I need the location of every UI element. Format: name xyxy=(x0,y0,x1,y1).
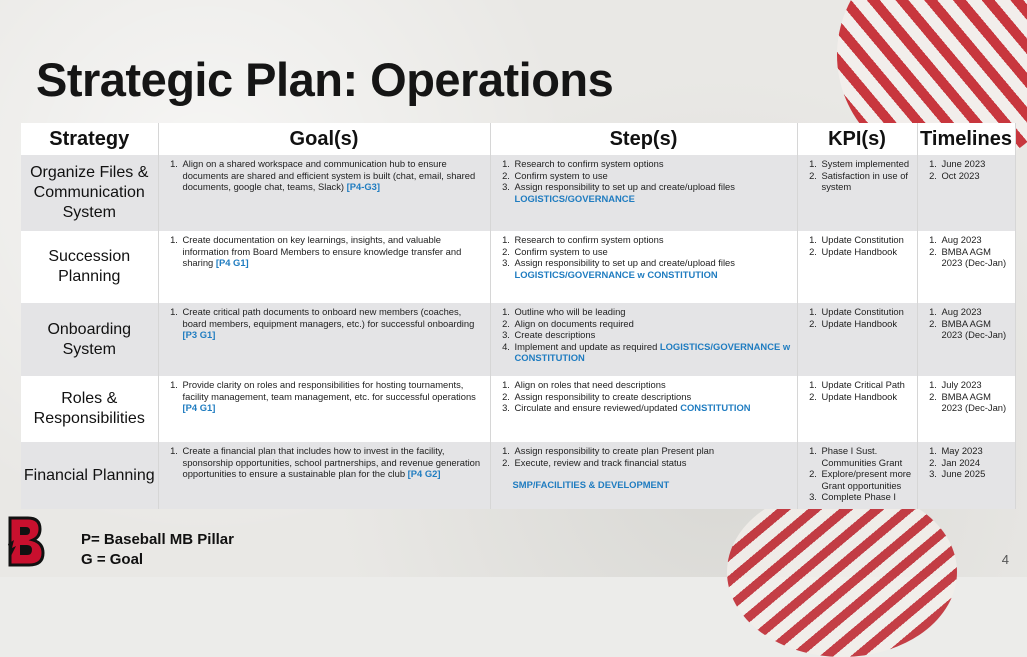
kpi-item: 1. Phase I Sust. Communities Grant xyxy=(820,445,913,468)
header-steps: Step(s) xyxy=(490,123,797,155)
timeline-item: 1. June 2023 xyxy=(940,158,1011,170)
goal-item: 1. Provide clarity on roles and responsibilities for hosting tournaments, facility management, team management, etc. for successful operations [P4 G1] xyxy=(181,379,486,414)
timeline-item: 2. BMBA AGM 2023 (Dec-Jan) xyxy=(940,318,1011,341)
step-item: 2. Assign responsibility to create descriptions xyxy=(513,391,793,403)
goals-cell xyxy=(158,155,490,231)
step-item: 2. Confirm system to use xyxy=(513,246,793,258)
step-item: 3. Assign responsibility to set up and create/upload files LOGISTICS/GOVERNANCE xyxy=(513,181,793,204)
header-strategy: Strategy xyxy=(21,123,158,155)
step-item: 2. Align on documents required xyxy=(513,318,793,330)
steps-cell xyxy=(490,376,797,442)
header-timelines: Timelines xyxy=(917,123,1015,155)
strategy-cell: Onboarding System xyxy=(21,303,158,376)
kpi-item: 1. System implemented xyxy=(820,158,913,170)
header-kpis: KPI(s) xyxy=(797,123,917,155)
owner-tag: CONSTITUTION xyxy=(680,402,751,413)
step-item: 1. Research to confirm system options xyxy=(513,158,793,170)
timeline-item: 1. May 2023 xyxy=(940,445,1011,457)
kpi-item: 2. Satisfaction in use of system xyxy=(820,170,913,193)
timeline-item: 2. Jan 2024 xyxy=(940,457,1011,469)
timeline-item: 1. Aug 2023 xyxy=(940,234,1011,246)
owner-tag: LOGISTICS/GOVERNANCE w CONSTITUTION xyxy=(514,340,791,363)
timeline-item: 3. June 2025 xyxy=(940,468,1011,480)
kpi-item: 2. Update Handbook xyxy=(820,318,913,330)
goals-cell xyxy=(158,231,490,303)
pillar-ref: [P4 G1] xyxy=(182,402,216,413)
table-row xyxy=(21,442,1015,509)
step-item: 3. Circulate and ensure reviewed/updated CONSTITUTION xyxy=(513,402,793,414)
kpi-item: 2. Update Handbook xyxy=(820,246,913,258)
goal-item: 1. Align on a shared workspace and communication hub to ensure documents are shared and efficient system is built (chat, email, shared documents, google chat, teams, Slack) [P4-G3] xyxy=(181,158,486,193)
table-row xyxy=(21,376,1015,442)
strategy-cell: Succession Planning xyxy=(21,231,158,303)
timeline-item: 1. July 2023 xyxy=(940,379,1011,391)
pillar-ref: [P3 G1] xyxy=(182,329,216,340)
steps-cell xyxy=(490,442,797,509)
timeline-item: 1. Aug 2023 xyxy=(940,306,1011,318)
timelines-cell xyxy=(917,303,1015,376)
kpi-item: 1. Update Constitution xyxy=(820,306,913,318)
step-item: 2. Confirm system to use xyxy=(513,170,793,182)
step-item: 3. Create descriptions xyxy=(513,329,793,341)
steps-cell xyxy=(490,155,797,231)
timelines-cell xyxy=(917,442,1015,509)
step-item: 1. Align on roles that need descriptions xyxy=(513,379,793,391)
kpi-item: 2. Explore/present more Grant opportunities xyxy=(820,468,913,491)
table-row xyxy=(21,155,1015,231)
timelines-cell xyxy=(917,376,1015,442)
legend xyxy=(81,530,234,570)
header-row xyxy=(21,123,1015,155)
strategy-table xyxy=(21,123,1016,509)
pillar-ref: [P4-G3] xyxy=(346,181,380,192)
step-item: 1. Research to confirm system options xyxy=(513,234,793,246)
club-logo-icon xyxy=(6,514,46,573)
step-item: 2. Execute, review and track financial status xyxy=(513,457,793,469)
owner-tag: LOGISTICS/GOVERNANCE w CONSTITUTION xyxy=(514,268,718,280)
owner-tag: LOGISTICS/GOVERNANCE xyxy=(514,192,635,204)
legend-pillar: P= Baseball MB Pillar xyxy=(81,531,234,548)
kpi-item: 1. Update Constitution xyxy=(820,234,913,246)
timelines-cell xyxy=(917,155,1015,231)
goal-item: 1. Create a financial plan that includes how to invest in the facility, sponsorship opportunities, school partnerships, and revenue generation opportunities to ensure a sustainable plan for the club [P4 G2] xyxy=(181,445,486,480)
page-number: 4 xyxy=(1001,552,1009,567)
goal-item: 1. Create critical path documents to onboard new members (coaches, board members, equipment managers, etc.) for successful onboarding [P3 G1] xyxy=(181,306,486,341)
goals-cell xyxy=(158,303,490,376)
kpi-item: 1. Update Critical Path xyxy=(820,379,913,391)
strategy-cell: Organize Files & Communication System xyxy=(21,155,158,231)
legend-goal: G = Goal xyxy=(81,551,144,568)
kpis-cell xyxy=(797,442,917,509)
timeline-item: 2. BMBA AGM 2023 (Dec-Jan) xyxy=(940,246,1011,269)
kpis-cell xyxy=(797,231,917,303)
kpi-item: 3. Complete Phase I xyxy=(820,491,913,503)
strategy-cell: Financial Planning xyxy=(21,442,158,509)
table-row xyxy=(21,303,1015,376)
kpis-cell xyxy=(797,303,917,376)
step-item: 1. Assign responsibility to create plan Present plan xyxy=(513,445,793,457)
step-item: 3. Assign responsibility to set up and create/upload files LOGISTICS/GOVERNANCE w CONSTITUTION xyxy=(513,257,793,280)
timeline-item: 2. Oct 2023 xyxy=(940,170,1011,182)
timeline-item: 2. BMBA AGM 2023 (Dec-Jan) xyxy=(940,391,1011,414)
owner-tag: SMP/FACILITIES & DEVELOPMENT xyxy=(512,479,670,490)
steps-cell xyxy=(490,231,797,303)
steps-cell xyxy=(490,303,797,376)
baseball-stitch-bottom xyxy=(727,487,957,657)
goal-item: 1. Create documentation on key learnings, insights, and valuable information from Board Members to ensure knowledge transfer and sharing [P4 G1] xyxy=(181,234,486,269)
timelines-cell xyxy=(917,231,1015,303)
kpis-cell xyxy=(797,155,917,231)
slide-title: Strategic Plan: Operations xyxy=(36,53,614,106)
goals-cell xyxy=(158,376,490,442)
kpi-item: 2. Update Handbook xyxy=(820,391,913,403)
kpis-cell xyxy=(797,376,917,442)
pillar-ref: [P4 G1] xyxy=(215,257,249,268)
step-item: 1. Outline who will be leading xyxy=(513,306,793,318)
header-goals: Goal(s) xyxy=(158,123,490,155)
pillar-ref: [P4 G2] xyxy=(407,468,441,479)
step-item: 4. Implement and update as required LOGISTICS/GOVERNANCE w CONSTITUTION xyxy=(513,341,793,364)
goals-cell xyxy=(158,442,490,509)
strategy-cell: Roles & Responsibilities xyxy=(21,376,158,442)
table-row xyxy=(21,231,1015,303)
